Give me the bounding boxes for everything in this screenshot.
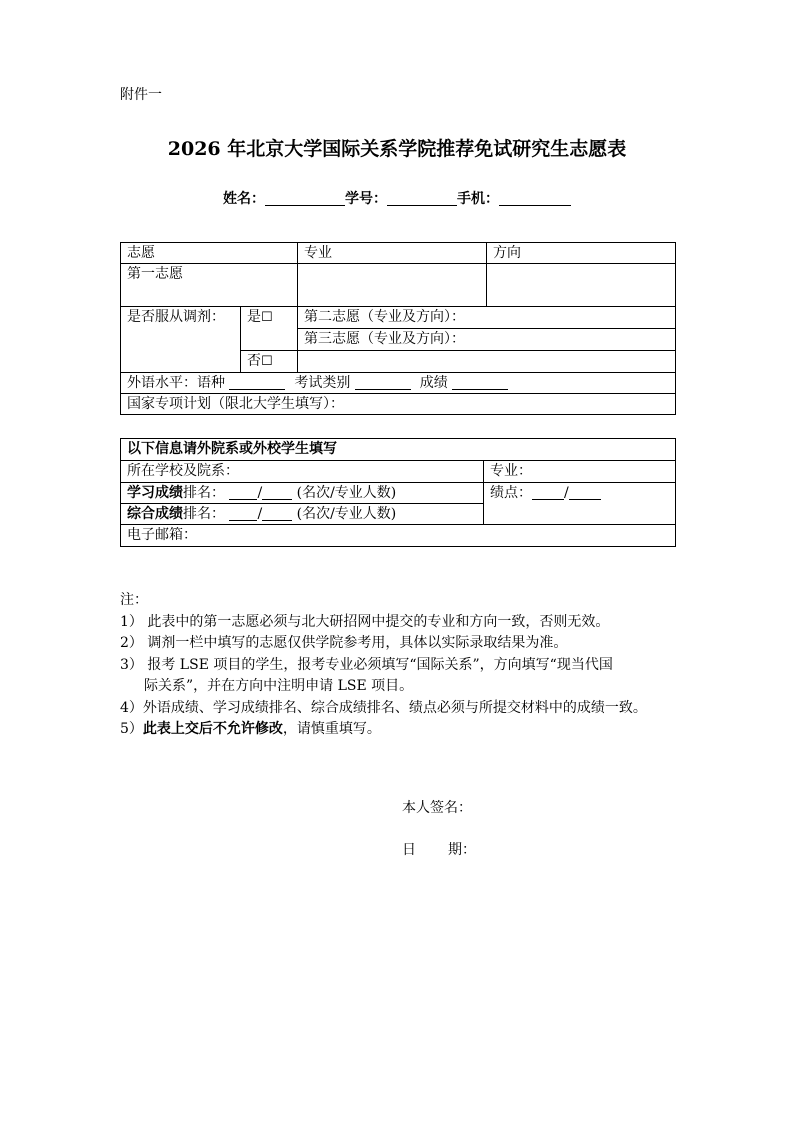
study-rank-total-field[interactable]	[262, 484, 292, 500]
comprehensive-rank-position-field[interactable]	[229, 505, 257, 521]
date-char-2: 期：	[448, 842, 476, 858]
note-5-bold: 此表上交后不允许修改	[142, 721, 283, 737]
rank-note: (名次/专业人数)	[296, 506, 397, 522]
rank-label: 排名：	[183, 506, 225, 522]
date-label	[402, 839, 476, 859]
exam-type-label: 考试类别	[294, 375, 351, 391]
name-label: 姓名：	[223, 191, 265, 207]
email-cell[interactable]: 电子邮箱：	[121, 525, 676, 547]
phone-field[interactable]	[499, 189, 571, 206]
note-3: 3） 报考 LSE 项目的学生，报考专业必须填写“国际关系”，方向填写“现当代国	[120, 656, 613, 673]
note-3-continued: 际关系”，并在方向中注明申请 LSE 项目。	[144, 678, 414, 694]
national-program-row[interactable]: 国家专项计划（限北大学生填写）：	[121, 394, 676, 415]
empty-cell	[298, 351, 676, 373]
rank-note: (名次/专业人数)	[296, 485, 397, 501]
first-choice-major-cell[interactable]	[298, 264, 487, 307]
second-choice-cell[interactable]: 第二志愿（专业及方向）：	[298, 307, 676, 329]
rank-label: 排名：	[183, 485, 225, 501]
gpa-cell[interactable]	[484, 483, 676, 525]
student-id-label: 学号：	[345, 191, 387, 207]
yes-checkbox[interactable]: ☐	[261, 310, 273, 325]
col-major-header: 专业	[298, 243, 487, 264]
note-5-prefix: 5）	[120, 721, 143, 737]
adjust-label: 是否服从调剂：	[121, 307, 241, 373]
external-heading: 以下信息请外院系或外校学生填写	[121, 439, 676, 461]
note-5	[120, 719, 680, 741]
slash: /	[564, 485, 569, 501]
slash: /	[257, 506, 263, 522]
col-direction-header: 方向	[487, 243, 676, 264]
attachment-label: 附件一	[120, 87, 162, 103]
adjust-yes-cell[interactable]	[241, 307, 298, 351]
preference-table	[120, 242, 676, 415]
gpa-label: 绩点：	[490, 485, 532, 501]
date-char-1: 日	[402, 842, 416, 858]
study-rank-cell[interactable]	[121, 483, 484, 504]
adjust-no-cell[interactable]	[241, 351, 298, 373]
third-choice-cell[interactable]: 第三志愿（专业及方向）：	[298, 329, 676, 351]
school-dept-cell[interactable]: 所在学校及院系：	[121, 461, 484, 483]
score-field[interactable]	[452, 374, 508, 390]
note-5-suffix: ，请慎重填写。	[282, 721, 381, 737]
study-rank-position-field[interactable]	[229, 484, 257, 500]
notes-section	[120, 590, 680, 741]
gpa-value-field[interactable]	[532, 484, 564, 500]
name-field[interactable]	[265, 189, 345, 206]
phone-label: 手机：	[457, 191, 499, 207]
major-cell[interactable]: 专业：	[484, 461, 676, 483]
foreign-language-label: 外语水平：语种	[127, 375, 225, 391]
first-choice-label: 第一志愿	[121, 264, 298, 307]
foreign-language-row	[121, 373, 676, 394]
score-label: 成绩	[419, 375, 448, 391]
signature-label: 本人签名：	[402, 800, 472, 816]
student-id-field[interactable]	[387, 189, 457, 206]
comprehensive-rank-cell[interactable]	[121, 504, 484, 525]
no-checkbox[interactable]: ☐	[261, 354, 273, 369]
study-rank-label: 学习成绩	[127, 485, 183, 501]
exam-type-field[interactable]	[355, 374, 411, 390]
external-student-table	[120, 438, 676, 547]
page-title: 2026 年北京大学国际关系学院推荐免试研究生志愿表	[167, 138, 627, 160]
applicant-info-line	[0, 188, 794, 208]
comprehensive-rank-label: 综合成绩	[127, 506, 183, 522]
col-preference-header: 志愿	[121, 243, 298, 264]
note-2: 2） 调剂一栏中填写的志愿仅供学院参考用，具体以实际录取结果为准。	[120, 635, 568, 651]
note-1: 1） 此表中的第一志愿必须与北大研招网中提交的专业和方向一致，否则无效。	[120, 613, 610, 630]
no-label: 否	[247, 353, 261, 369]
language-field[interactable]	[229, 374, 285, 390]
notes-heading: 注：	[120, 592, 148, 608]
slash: /	[257, 485, 263, 501]
first-choice-direction-cell[interactable]	[487, 264, 676, 307]
note-4: 4）外语成绩、学习成绩排名、综合成绩排名、绩点必须与所提交材料中的成绩一致。	[120, 699, 647, 716]
yes-label: 是	[247, 309, 261, 325]
gpa-scale-field[interactable]	[569, 484, 601, 500]
comprehensive-rank-total-field[interactable]	[262, 505, 292, 521]
